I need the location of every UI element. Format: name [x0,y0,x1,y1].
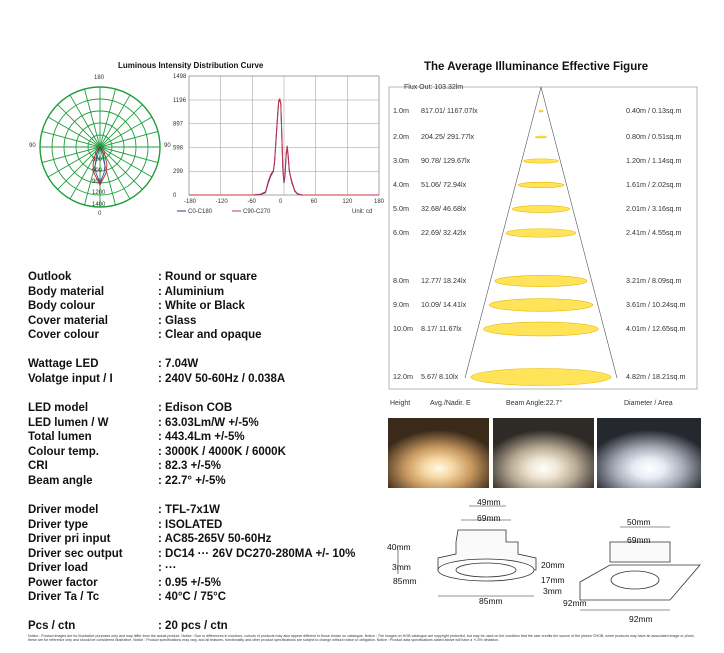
spec-separator: : [158,329,162,341]
x-tick-label: 120 [342,199,353,205]
legend-label-a: C0-C180 [188,209,213,215]
light-spot [471,369,611,386]
spec-value-text: 3000K / 4000K / 6000K [165,446,286,458]
row-height: 1.0m [393,106,409,115]
x-tick-label: -180 [184,199,197,205]
x-tick-label: 180 [374,199,385,205]
spec-value-text: ··· [165,562,177,574]
dim-square-h1: 20mm [541,560,565,570]
x-tick-label: 0 [279,199,283,205]
spec-value-text: 82.3 +/-5% [165,460,221,472]
row-area: 4.82m / 18.21sq.m [626,372,686,381]
polar-radial-label: 1400 [92,202,106,208]
dim-square-cut: 69mm [627,535,651,545]
spec-value-text: AC85-265V 50-60Hz [164,533,272,545]
dim-round-cut: 69mm [477,513,501,523]
light-spot [518,182,564,188]
row-lux: 5.67/ 8.10lx [421,372,459,381]
row-height: 12.0m [393,372,413,381]
dim-square-depth: 92mm [563,598,587,608]
spec-separator: : [158,475,162,487]
spec-separator: : [158,591,162,603]
spec-key: Pcs / ctn [28,620,76,632]
spec-value [158,417,259,429]
dimension-drawing-round [386,490,556,610]
spec-separator: : [158,402,162,414]
spec-value-text: 40°C / 75°C [165,591,227,603]
spec-separator: : [158,519,162,531]
spec-separator: : [158,460,162,472]
spec-value [158,475,226,487]
spec-separator: : [158,446,162,458]
spec-value [158,329,262,341]
spec-value [158,577,221,589]
spec-separator: : [158,358,162,370]
y-tick-label: 1196 [173,97,186,104]
linear-intensity-chart [172,73,384,223]
row-area: 1.61m / 2.02sq.m [626,180,682,189]
spec-key: Driver model [28,504,99,516]
spec-separator: : [158,504,162,516]
spec-value [158,286,224,298]
spec-key: Driver type [28,519,89,531]
row-height: 3.0m [393,156,409,165]
spec-key: Body material [28,286,105,298]
row-area: 1.20m / 1.14sq.m [626,156,682,165]
spec-key: Power factor [28,577,98,589]
spec-value-text: Aluminium [164,286,225,298]
polar-radial-label: 600 [92,168,103,174]
y-tick-label: 0 [173,193,177,199]
spec-value [158,431,245,443]
x-tick-label: 60 [310,199,318,205]
legend-label-b: C90-C270 [243,209,271,215]
dim-round-width: 85mm [479,596,503,606]
row-lux: 32.68/ 46.68lx [421,204,467,213]
spec-key: Body colour [28,300,96,312]
spec-key: Driver sec output [28,548,123,560]
row-area: 2.41m / 4.55sq.m [626,228,682,237]
row-lux: 10.09/ 14.41lx [421,300,467,309]
spec-value [158,519,222,531]
row-height: 6.0m [393,228,409,237]
col-diameter: Diameter / Area [624,400,673,407]
y-tick-label: 897 [173,121,184,128]
illuminance-title: The Average Illuminance Effective Figure [424,61,649,73]
spec-key: Beam angle [28,475,93,487]
spec-separator: : [158,548,162,560]
light-spot [484,322,599,336]
spec-value-text: Glass [165,315,197,327]
spec-value-text: Clear and opaque [165,329,262,341]
y-tick-label: 1498 [173,74,187,80]
spec-separator: : [158,620,162,632]
spec-key: Driver load [28,562,89,574]
spec-value [158,446,286,458]
spec-value [158,504,220,516]
polar-label-right: 90 [164,143,171,149]
row-area: 3.21m / 8.09sq.m [626,276,682,285]
spec-key: Driver Ta / Tc [28,591,100,603]
spec-key: Total lumen [28,431,92,443]
polar-radial-label: 1200 [92,190,106,196]
spec-value [158,358,198,370]
spec-value-text: 443.4Lm +/-5% [165,431,245,443]
dim-round-top: 49mm [477,497,501,507]
dim-square-top: 50mm [627,517,651,527]
light-spot [539,110,543,112]
spec-value [158,548,355,560]
spec-key: Outlook [28,271,72,283]
spec-separator: : [158,286,162,298]
spec-value [158,300,245,312]
spec-separator: : [158,300,162,312]
spec-separator: : [158,315,162,327]
spec-value [158,315,196,327]
spec-key: Driver pri input [28,533,111,545]
spec-value [158,373,285,385]
spec-value-text: 240V 50-60Hz / 0.038A [165,373,286,385]
spec-key: CRI [28,460,48,472]
spec-key: Volatge input / I [28,373,113,385]
col-beam: Beam Angle:22.7° [506,400,563,407]
spec-value-text: 20 pcs / ctn [165,620,228,632]
unit-label: Unit: cd [352,209,373,215]
polar-radial-label: 900 [92,179,103,185]
polar-label-bottom: 0 [98,211,102,217]
color-photo-3000k [388,418,489,488]
dim-square-h2: 17mm [541,575,565,585]
col-height: Height [390,400,411,407]
row-area: 0.80m / 0.51sq.m [626,132,682,141]
row-height: 8.0m [393,276,409,285]
spec-value-text: White or Black [165,300,245,312]
spec-value [158,460,221,472]
spec-key: Cover material [28,315,108,327]
row-height: 5.0m [393,204,409,213]
row-height: 10.0m [393,324,413,333]
dim-square-h3: 3mm [543,586,562,596]
spec-value-text: 0.95 +/-5% [165,577,221,589]
spec-value-text: 22.7° +/-5% [165,475,226,487]
color-photo-4000k [493,418,594,488]
row-lux: 12.77/ 18.24lx [421,276,467,285]
spec-separator: : [158,533,162,545]
illuminance-figure [388,78,702,412]
x-tick-label: -60 [247,199,257,205]
polar-diagram [30,73,172,218]
row-area: 3.61m / 10.24sq.m [626,300,686,309]
flux-out: Flux Out: 103.32lm [404,84,464,91]
spec-separator: : [158,271,162,283]
row-height: 9.0m [393,300,409,309]
spec-separator: : [158,373,162,385]
x-tick-label: -120 [215,199,228,205]
spec-separator: : [158,431,162,443]
spec-value-text: 63.03Lm/W +/-5% [165,417,259,429]
dim-square-width: 92mm [629,614,653,624]
color-photo-6000k [597,418,701,488]
row-lux: 22.69/ 32.42lx [421,228,467,237]
dim-round-h2: 3mm [392,562,411,572]
spec-value-text: 7.04W [165,358,199,370]
row-lux: 8.17/ 11.67lx [421,324,462,333]
spec-value-text: Round or square [165,271,258,283]
spec-value [158,533,271,545]
light-spot [506,229,576,238]
row-height: 4.0m [393,180,409,189]
spec-separator: : [158,577,162,589]
spec-key: Cover colour [28,329,99,341]
spec-separator: : [158,562,162,574]
row-lux: 817.01/ 1167.07lx [421,106,478,115]
spec-key: Wattage LED [28,358,99,370]
spec-value [158,620,228,632]
spec-value-text: ISOLATED [165,519,223,531]
y-tick-label: 299 [173,169,184,176]
light-spot [512,206,569,213]
y-tick-label: 598 [173,145,184,152]
spec-key: LED lumen / W [28,417,109,429]
row-area: 0.40m / 0.13sq.m [626,106,682,115]
row-area: 2.01m / 3.16sq.m [626,204,682,213]
spec-separator: : [158,417,162,429]
row-lux: 51.06/ 72.94lx [421,180,467,189]
light-spot [489,299,593,312]
polar-label-top: 180 [94,75,105,81]
col-avg: Avg./Nadir. E [430,400,471,407]
row-area: 4.01m / 12.65sq.m [626,324,686,333]
spec-value-text: TFL-7x1W [165,504,220,516]
dim-round-depth: 85mm [393,576,417,586]
row-lux: 204.25/ 291.77lx [421,132,475,141]
spec-value [158,402,232,414]
spec-value [158,562,177,574]
light-spot [495,275,587,286]
spec-value-text: DC14 ··· 26V DC270-280MA +/- 10% [165,548,356,560]
dim-round-h1: 40mm [387,542,411,552]
spec-value [158,591,226,603]
light-spot [524,159,559,163]
row-lux: 90.78/ 129.67lx [421,156,471,165]
intensity-chart-title: Luminous Intensity Distribution Curve [118,61,264,70]
light-spot [535,136,546,138]
row-height: 2.0m [393,132,409,141]
spec-value [158,271,257,283]
spec-key: LED model [28,402,89,414]
polar-label-left: 90 [29,143,36,149]
notice-footer: Notice : Product images are for illustrative purposes only and may differ from the actual product. Notice : Due to differences in monitors, colours of products may also appear different to those shown on catalogue. Notice : The images on HOB catalogue are copyright protected, but may be used on the condition that the user credits the source of the picture ©HOB, some products may have an associated image or photo, these are for reference only and should be considered illustrative. Notice : Product specifications may vary, and all features, functionality and other product specifications are subject to change without notice or obligation. Notice : Product data specifications stated above will have a +/-5% deviation. [28,634,695,643]
spec-key: Colour temp. [28,446,99,458]
polar-radial-label: 300 [92,157,103,163]
spec-value-text: Edison COB [165,402,233,414]
